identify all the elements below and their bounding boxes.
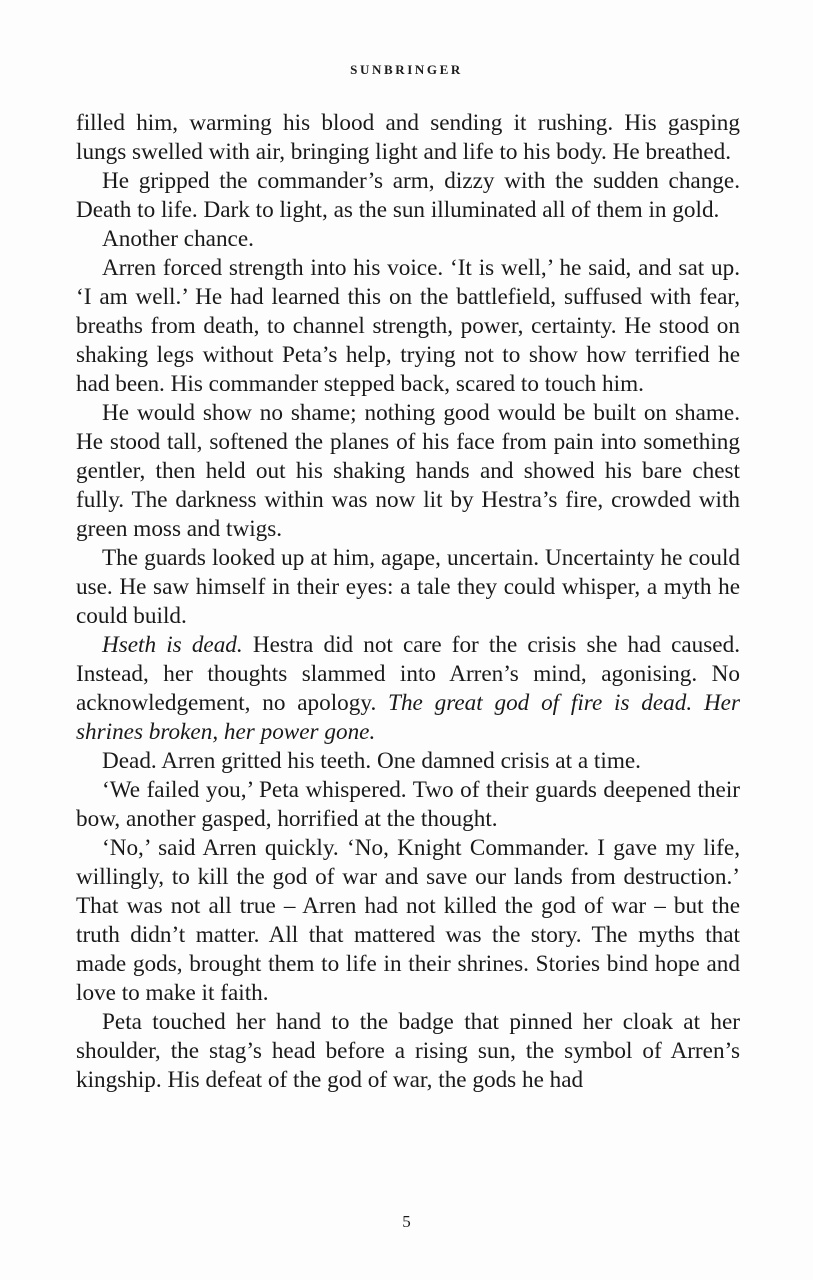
paragraph <box>76 776 740 834</box>
paragraph <box>76 167 740 225</box>
text-run: filled him, warming his blood and sending it rushing. His gasping lungs swelled with air, bringing light and life to his body. He breathed. <box>76 110 740 165</box>
paragraph <box>76 399 740 544</box>
running-head: SUNBRINGER <box>350 62 463 77</box>
page-number: 5 <box>402 1212 411 1231</box>
text-run: ‘No,’ said Arren quickly. ‘No, Knight Commander. I gave my life, willingly, to kill the god of war and save our lands from destruction.’ That was not all true – Arren had not killed the god of war – but the truth didn’t matter. All that mattered was the story. The myths that made gods, brought them to life in their shrines. Stories bind hope and love to make it faith. <box>76 835 740 1006</box>
body-text <box>76 109 740 1095</box>
paragraph <box>76 631 740 747</box>
paragraph <box>76 1008 740 1095</box>
paragraph <box>76 254 740 399</box>
text-run: The guards looked up at him, agape, uncertain. Uncertainty he could use. He saw himself in their eyes: a tale they could whisper, a myth he could build. <box>76 545 740 629</box>
text-run: He would show no shame; nothing good would be built on shame. He stood tall, softened the planes of his face from pain into something gentler, then held out his shaking hands and showed his bare chest fully. The darkness within was now lit by Hestra’s fire, crowded with green moss and twigs. <box>76 400 740 542</box>
italic-text-run: Hseth is dead. <box>102 632 243 658</box>
text-run: ‘We failed you,’ Peta whispered. Two of their guards deepened their bow, another gasped, horrified at the thought. <box>76 777 740 832</box>
text-run: Hestra did not care for the crisis she had caused. Instead, her thoughts slammed into Arren’s mind, agonising. No acknowledgement, no apology. <box>76 632 740 716</box>
text-run: Arren forced strength into his voice. ‘It is well,’ he said, and sat up. ‘I am well.’ He had learned this on the battlefield, suffused with fear, breaths from death, to channel strength, power, certainty. He stood on shaking legs without Peta’s help, trying not to show how terrified he had been. His commander stepped back, scared to touch him. <box>76 255 740 397</box>
italic-text-run: The great god of fire is dead. Her shrines broken, her power gone. <box>76 690 740 745</box>
text-run: Dead. Arren gritted his teeth. One damned crisis at a time. <box>102 748 641 774</box>
paragraph <box>76 544 740 631</box>
paragraph <box>76 109 740 167</box>
text-run: Peta touched her hand to the badge that pinned her cloak at her shoulder, the stag’s head before a rising sun, the symbol of Arren’s kingship. His defeat of the god of war, the gods he had <box>76 1009 740 1093</box>
paragraph <box>76 225 740 254</box>
paragraph <box>76 834 740 1008</box>
paragraph <box>76 747 740 776</box>
text-run: Another chance. <box>102 226 254 252</box>
text-run: He gripped the commander’s arm, dizzy with the sudden change. Death to life. Dark to light, as the sun illuminated all of them in gold. <box>76 168 740 223</box>
